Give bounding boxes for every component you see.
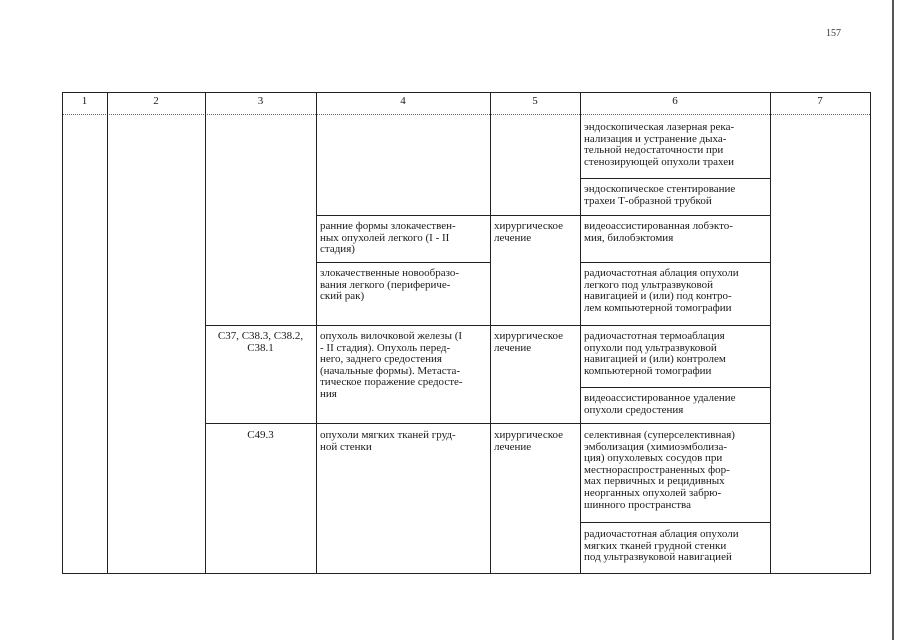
column-header-5: 5 — [532, 95, 538, 107]
method-cell — [584, 268, 770, 314]
scan-right-edge — [892, 0, 894, 640]
cell-text: хирургическое лечение — [494, 220, 564, 244]
column-border — [62, 92, 63, 574]
table-top-border — [62, 92, 870, 93]
row-separator — [205, 325, 771, 326]
row-separator — [580, 387, 771, 388]
method-cell — [584, 122, 770, 168]
diagnosis-cell — [320, 221, 490, 256]
header-separator — [62, 114, 870, 115]
cell-text: хирургическое лечение — [494, 330, 564, 354]
cell-text: селективная (суперселективная) эмболизация (химиоэмболиза- ция) опухолевых сосудов при местнораспространенных фор- мах первичных и рецидивных неорганных опухолей забрю- шинного пространства — [584, 429, 735, 511]
cell-text: эндоскопическое стентирование трахеи Т-образной трубкой — [584, 183, 736, 207]
icd-code-cell — [207, 331, 314, 354]
method-cell — [584, 430, 770, 511]
column-header-7: 7 — [817, 95, 823, 107]
treatment-cell — [494, 221, 580, 244]
method-cell — [584, 529, 770, 564]
row-separator — [205, 423, 771, 424]
column-border — [205, 92, 206, 574]
diagnosis-cell — [320, 268, 490, 303]
cell-text: радиочастотная аблация опухоли мягких тканей грудной стенки под ультразвуковой навигацией — [584, 528, 739, 564]
method-cell — [584, 184, 770, 207]
column-header-3: 3 — [257, 95, 264, 107]
treatment-cell — [494, 430, 580, 453]
cell-text: хирургическое лечение — [494, 429, 564, 453]
cell-text: ранние формы злокачествен- ных опухолей легкого (I - II стадия) — [320, 220, 456, 256]
cell-text: видеоассистированное удаление опухоли средостения — [584, 392, 736, 416]
cell-text: опухоли мягких тканей груд- ной стенки — [320, 429, 456, 453]
cell-text: С49.3 — [247, 429, 274, 441]
column-header-6: 6 — [672, 95, 678, 107]
method-cell — [584, 331, 770, 377]
cell-text: радиочастотная аблация опухоли легкого под ультразвуковой навигацией и (или) под контро- лем компьютерной томографии — [584, 267, 739, 314]
column-border — [107, 92, 108, 574]
page-number: 157 — [826, 28, 841, 39]
icd-code-cell — [207, 430, 314, 442]
column-border — [490, 92, 491, 574]
column-header-1: 1 — [81, 95, 88, 107]
cell-text: С37, С38.3, С38.2, С38.1 — [217, 330, 304, 354]
column-border — [316, 92, 317, 574]
cell-text: опухоль вилочковой железы (I - II стадия). Опухоль перед- него, заднего средостения (начальные формы). Метаста- тическое поражение средосте- ния — [320, 330, 463, 400]
cell-text: злокачественные новообразо- вания легкого (перифериче- ский рак) — [320, 267, 460, 303]
diagnosis-cell — [320, 331, 490, 401]
table-bottom-border — [62, 573, 870, 574]
method-cell — [584, 393, 770, 416]
row-separator — [580, 522, 771, 523]
cell-text: радиочастотная термоаблация опухоли под ультразвуковой навигацией и (или) контролем компьютерной томографии — [584, 330, 726, 377]
row-separator — [316, 215, 771, 216]
treatment-cell — [494, 331, 580, 354]
cell-text: видеоассистированная лобэкто- мия, билобэктомия — [584, 220, 733, 244]
column-header-2: 2 — [153, 95, 159, 107]
diagnosis-cell — [320, 430, 490, 453]
row-separator — [580, 262, 771, 263]
method-cell — [584, 221, 770, 244]
column-border — [870, 92, 871, 574]
row-separator — [316, 262, 491, 263]
column-border — [580, 92, 581, 574]
row-separator — [580, 178, 771, 179]
column-header-4: 4 — [400, 95, 406, 107]
cell-text: эндоскопическая лазерная река- нализация и устранение дыха- тельной недостаточности при стенозирующей опухоли трахеи — [584, 121, 735, 168]
column-border — [770, 92, 771, 574]
